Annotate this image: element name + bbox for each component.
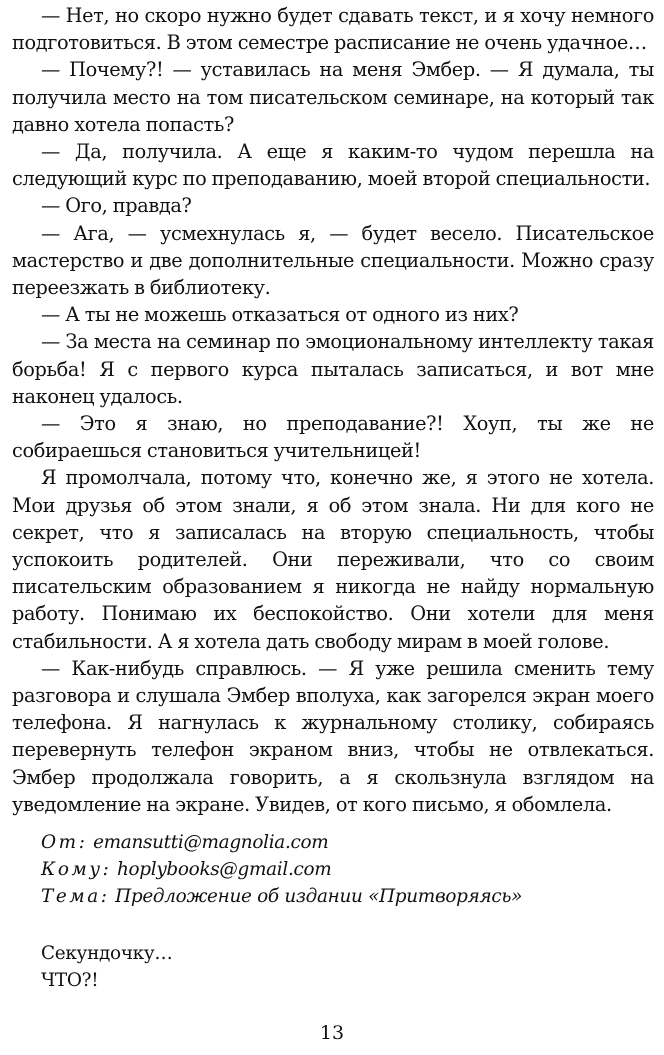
email-subject-label: Тема:: [41, 885, 110, 907]
email-to-label: Кому:: [41, 858, 112, 880]
paragraph: — Да, получила. А еще я каким-то чудом перешла на следующий курс по преподаванию, моей второй специальности.: [12, 140, 654, 191]
closing-line: ЧТО?!: [41, 970, 99, 991]
paragraph: — Ага, — усмехнулась я, — будет весело. Писательское мастерство и две дополнительные специальности. Можно сразу переезжать в библиотеку.: [12, 221, 654, 300]
paragraph: — Почему?! — уставилась на меня Эмбер. — Я думала, ты получила место на том писательском семинаре, на который так давно хотела попасть?: [12, 58, 654, 136]
page-number: 13: [319, 1022, 345, 1044]
email-to-value: hoplybooks@gmail.com: [116, 858, 332, 880]
paragraph: — За места на семинар по эмоциональному интеллекту такая борьба! Я с первого курса пыталась записаться, и вот мне наконец удалось.: [12, 330, 654, 408]
body-text: [12, 2, 654, 818]
email-from-label: От:: [41, 832, 88, 853]
email-to-line: [41, 857, 522, 884]
paragraph: — Нет, но скоро нужно будет сдавать текст, и я хочу немного подготовиться. В этом семестре расписание не очень удачное…: [12, 4, 654, 55]
paragraph: — А ты не можешь отказаться от одного из них?: [41, 303, 519, 327]
paragraph: Я промолчала, потому что, конечно же, я этого не хотела. Мои друзья об этом знали, я об этом знала. Ни для кого не секрет, что я записалась на вторую специальность, чтобы успокоить родителей. Они переживали, что со своим писательским образованием я никогда не найду нормальную работу. Понимаю их беспокойство. Они хотели для меня стабильности. А я хотела дать свободу мирам в моей голове.: [12, 466, 654, 653]
paragraph: — Это я знаю, но преподавание?! Хоуп, ты же не собираешься становиться учительницей!: [12, 412, 654, 463]
closing-lines: [41, 940, 173, 994]
email-subject-value: Предложение об издании «Притворяясь»: [115, 885, 523, 907]
paragraph: — Ого, правда?: [41, 194, 192, 218]
email-from-line: [41, 830, 522, 857]
email-subject-line: [41, 884, 522, 911]
email-from-value: emansutti@magnolia.com: [93, 832, 329, 853]
paragraph: — Как-нибудь справлюсь. — Я уже решила сменить тему разговора и слушала Эмбер вполуха, как загорелся экран моего телефона. Я нагнулась к журнальному столику, собираясь перевернуть телефон экраном вниз, чтобы не отвлекаться. Эмбер продолжала говорить, а я скользнула взглядом на уведомление на экране. Увидев, от кого письмо, я обомлела.: [12, 656, 654, 816]
closing-line: Секундочку…: [41, 943, 173, 964]
email-notification: [41, 830, 522, 910]
